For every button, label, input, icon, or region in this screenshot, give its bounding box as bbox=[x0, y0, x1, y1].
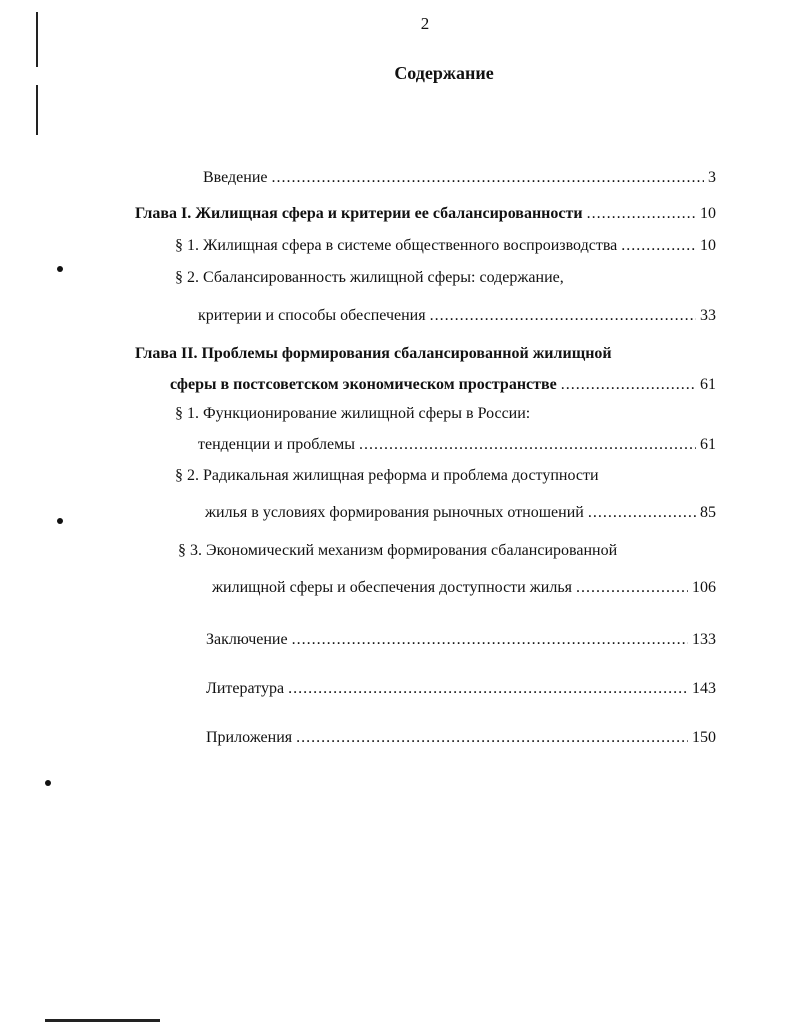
toc-entry-ch2-sec3-line2: жилищной сферы и обеспечения доступности жилья ..... 106 bbox=[212, 578, 716, 598]
toc-entry-ch2-sec2-line1: § 2. Радикальная жилищная реформа и проблема доступности bbox=[175, 467, 599, 484]
toc-page: 33 bbox=[700, 307, 716, 324]
toc-entry-ch2-sec1-line2: тенденции и проблемы ..... 61 bbox=[198, 435, 716, 455]
toc-page: 150 bbox=[692, 729, 716, 746]
toc-page: 133 bbox=[692, 631, 716, 648]
hole-punch-mark-2 bbox=[57, 518, 63, 524]
toc-entry-appendices: Приложения ..... 150 bbox=[206, 728, 716, 748]
page-title: Содержание bbox=[394, 63, 494, 83]
toc-entry-ch2-sec2-line2: жилья в условиях формирования рыночных отношений ..... 85 bbox=[205, 503, 716, 523]
toc-entry-conclusion: Заключение ..... 133 bbox=[206, 630, 716, 650]
toc-page: 106 bbox=[692, 579, 716, 596]
toc-entry-intro: Введение ..... 3 bbox=[203, 168, 716, 188]
toc-page: 143 bbox=[692, 680, 716, 697]
toc-page: 61 bbox=[700, 436, 716, 453]
toc-entry-ch2-sec1-line1: § 1. Функционирование жилищной сферы в России: bbox=[175, 405, 531, 422]
toc-page: 10 bbox=[700, 205, 716, 222]
toc-entry-ch1-sec2-line1: § 2. Сбалансированность жилищной сферы: содержание, bbox=[175, 269, 564, 286]
toc-page: 10 bbox=[700, 237, 716, 254]
margin-line-mid bbox=[36, 85, 38, 135]
toc-entry-ch1-sec2-line2: критерии и способы обеспечения ..... 33 bbox=[198, 306, 716, 326]
page-number: 2 bbox=[420, 14, 430, 33]
toc-page: 85 bbox=[700, 504, 716, 521]
toc-entry-literature: Литература ..... 143 bbox=[206, 679, 716, 699]
toc-page: 3 bbox=[708, 169, 716, 186]
toc-entry-chapter-1: Глава I. Жилищная сфера и критерии ее сбалансированности ..... 10 bbox=[135, 204, 716, 224]
toc-entry-ch2-sec3-line1: § 3. Экономический механизм формирования сбалансированной bbox=[178, 542, 618, 559]
toc-entry-chapter-2-line1: Глава II. Проблемы формирования сбалансированной жилищной bbox=[135, 345, 612, 362]
bottom-edge-line bbox=[45, 1019, 160, 1022]
hole-punch-mark-3 bbox=[45, 780, 51, 786]
toc-entry-chapter-2-line2: сферы в постсоветском экономическом пространстве ..... 61 bbox=[170, 375, 716, 395]
hole-punch-mark-1 bbox=[57, 266, 63, 272]
toc-page: 61 bbox=[700, 376, 716, 393]
toc-entry-ch1-sec1: § 1. Жилищная сфера в системе общественного воспроизводства ..... 10 bbox=[175, 236, 716, 256]
